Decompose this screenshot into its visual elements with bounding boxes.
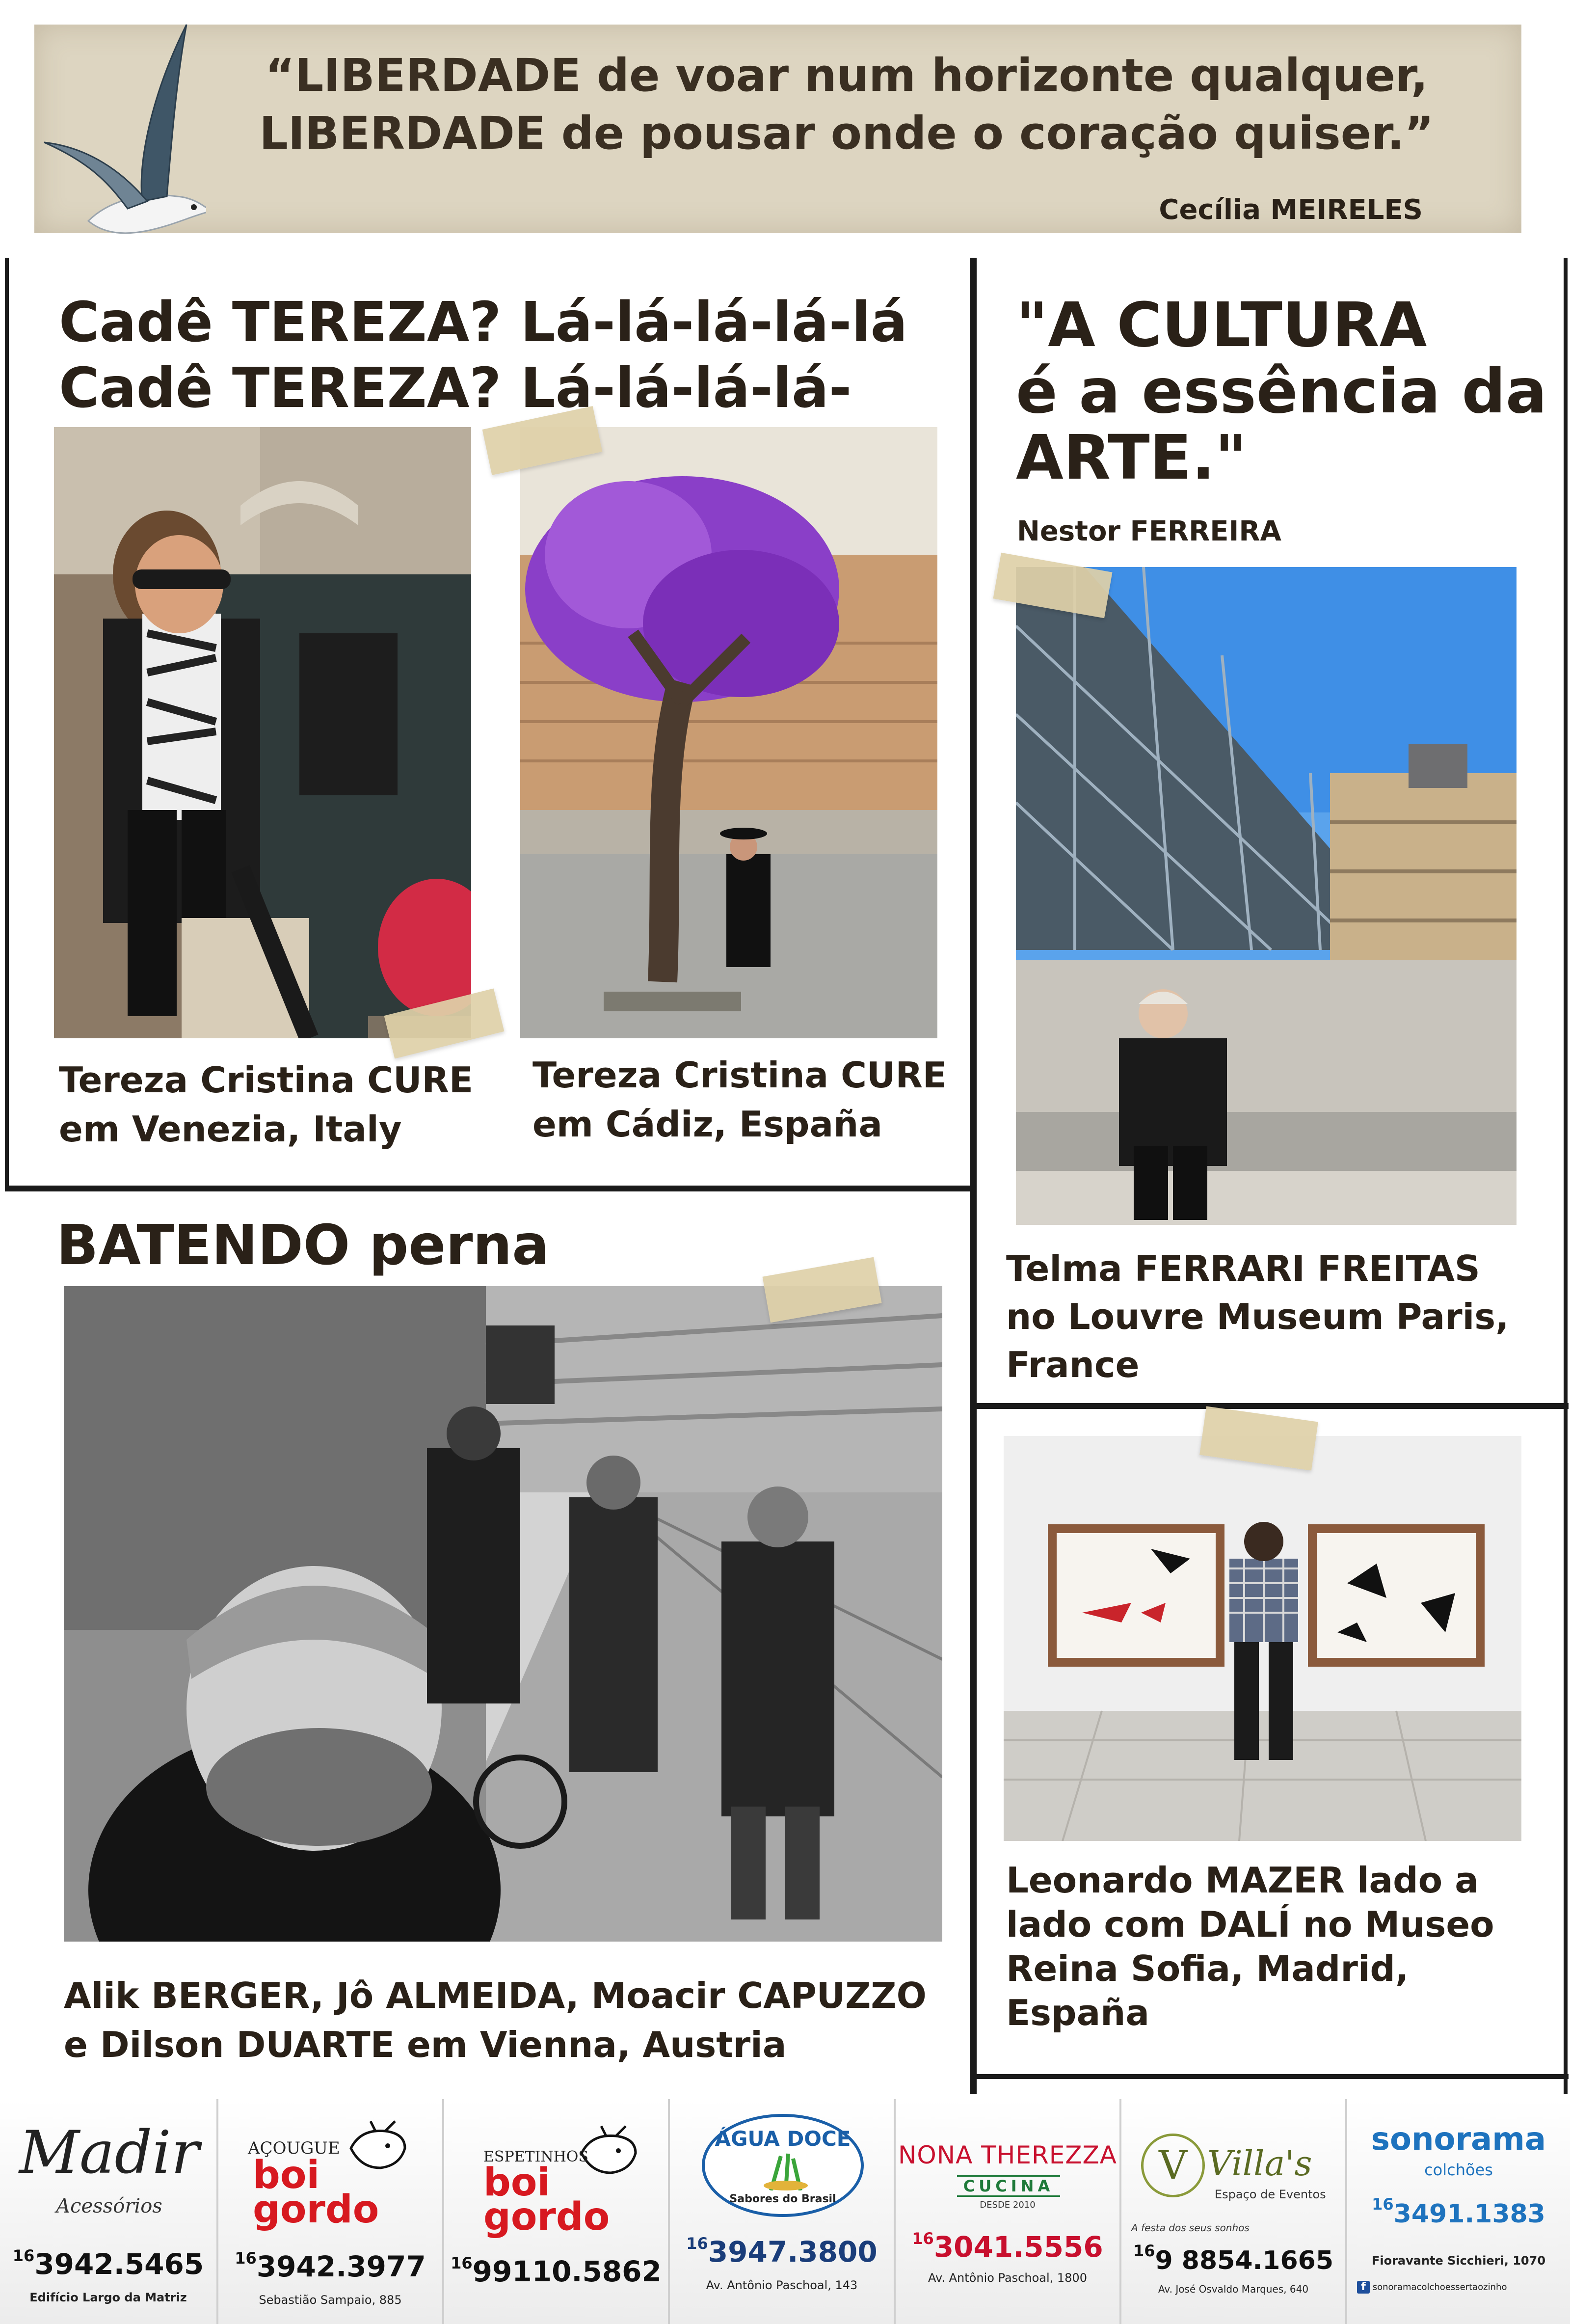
caption-reina-sofia-line2: lado com DALÍ no Museo: [1006, 1904, 1494, 1945]
ad-madir-address: Edifício Largo da Matriz: [29, 2291, 187, 2304]
photo-vienna: [64, 1286, 942, 1942]
ad-nona-area-code: 16: [912, 2229, 934, 2248]
divider-bottom: [970, 2074, 1569, 2079]
ad-villas-emblem: V: [1141, 2134, 1205, 2197]
ad-sonorama-brand: sonorama: [1371, 2121, 1546, 2158]
banner-quote-line1: “LIBERDADE de voar num horizonte qualquer,: [265, 49, 1428, 102]
ad-villas-phone: [1121, 2242, 1345, 2275]
ad-espetinhos-gordo: gordo: [483, 2195, 610, 2239]
ad-agua-doce-address: Av. Antônio Paschoal, 143: [706, 2278, 858, 2292]
cultura-quote-line3: ARTE.": [1016, 422, 1247, 493]
facebook-icon: f: [1357, 2281, 1370, 2294]
ad-nona-phone: [896, 2229, 1119, 2264]
tereza-title-line2: Cadê TEREZA? Lá-lá-lá-lá-: [59, 356, 852, 420]
ad-madir-subbrand: Acessórios: [56, 2195, 162, 2217]
caption-cadiz-line2: em Cádiz, España: [532, 1104, 882, 1145]
divider-vertical-main: [970, 258, 977, 2094]
ad-nona-phone-number: 3041.5556: [933, 2230, 1103, 2264]
ad-acougue-boi: boi: [253, 2153, 320, 2197]
ad-sonorama-phone: [1347, 2195, 1570, 2229]
ad-acougue-address: Sebastião Sampaio, 885: [259, 2293, 402, 2307]
photo-reina-sofia: [1004, 1436, 1521, 1841]
ad-espetinhos-label: ESPETINHOS: [483, 2148, 588, 2165]
banner-author: Cecília MEIRELES: [1159, 194, 1423, 226]
ad-nona-cucina: CUCINA: [957, 2175, 1060, 2197]
ad-agua-doce-tagline: Sabores do Brasil: [729, 2193, 836, 2205]
seagull-illustration: [29, 15, 206, 250]
ad-villas-address: Av. José Osvaldo Marques, 640: [1158, 2283, 1309, 2295]
caption-cadiz: [532, 1051, 964, 1149]
ad-agua-doce-area-code: 16: [686, 2234, 708, 2253]
ad-sonorama-address: Fioravante Sicchieri, 1070: [1371, 2254, 1546, 2268]
banner-quote-line2: LIBERDADE de pousar onde o coração quiser.”: [259, 107, 1434, 160]
ad-agua-doce[interactable]: [670, 2099, 896, 2324]
ad-madir-area-code: 16: [12, 2246, 35, 2265]
banner-quote: [240, 47, 1453, 162]
ad-madir-phone: [0, 2246, 216, 2281]
caption-vienna-line2: e Dilson DUARTE em Vienna, Austria: [64, 2024, 787, 2065]
ad-espetinhos-phone: [444, 2254, 668, 2288]
divider-horizontal-right: [970, 1403, 1569, 1409]
ad-sonorama-social-handle: sonoramacolchoessertaozinho: [1372, 2282, 1507, 2293]
cultura-quote-line2: é a essência da: [1016, 356, 1547, 427]
ad-madir-phone-number: 3942.5465: [34, 2247, 204, 2281]
ad-villas-brand: Villa's: [1207, 2143, 1312, 2184]
ad-acougue-label: AÇOUGUE: [248, 2138, 340, 2158]
ad-villas-area-code: 16: [1133, 2242, 1155, 2260]
ad-sonorama-phone-number: 3491.1383: [1393, 2199, 1545, 2229]
ad-agua-doce-logo: [702, 2114, 864, 2217]
sugarcane-icon: [761, 2151, 810, 2190]
ad-agua-doce-phone: [670, 2234, 894, 2269]
ad-espetinhos-boi-gordo[interactable]: [444, 2099, 670, 2324]
tereza-title-line1: Cadê TEREZA? Lá-lá-lá-lá-lá: [59, 291, 908, 354]
ad-agua-doce-phone-number: 3947.3800: [708, 2235, 878, 2269]
ad-villas-phone-number: 9 8854.1665: [1155, 2246, 1334, 2275]
cultura-author: Nestor FERREIRA: [1017, 515, 1281, 547]
ad-acougue-phone-number: 3942.3977: [256, 2250, 426, 2283]
ad-nona-therezza[interactable]: [896, 2099, 1121, 2324]
caption-reina-sofia-line3: Reina Sofia, Madrid,: [1006, 1948, 1409, 1989]
ad-madir[interactable]: [0, 2099, 218, 2324]
tape-strip: [993, 553, 1112, 618]
cultura-quote: [1016, 292, 1556, 491]
batendo-title: BATENDO perna: [56, 1214, 549, 1277]
cultura-quote-line1: "A CULTURA: [1016, 290, 1427, 361]
ad-agua-doce-brand: ÁGUA DOCE: [715, 2127, 851, 2151]
ad-espetinhos-phone-number: 99110.5862: [472, 2255, 662, 2288]
ad-acougue-phone: [218, 2249, 442, 2283]
photo-louvre: [1016, 567, 1517, 1225]
divider-right-edge: [1564, 258, 1568, 2094]
photo-venezia: [54, 427, 471, 1038]
ad-villas-subbrand: Espaço de Eventos: [1215, 2188, 1326, 2201]
caption-venezia-line2: em Venezia, Italy: [59, 1108, 402, 1150]
ad-acougue-gordo: gordo: [253, 2188, 379, 2232]
ad-acougue-area-code: 16: [235, 2249, 257, 2268]
caption-venezia: [59, 1055, 501, 1154]
ad-madir-brand: Madir: [19, 2119, 199, 2187]
ad-sonorama[interactable]: [1347, 2099, 1570, 2324]
ad-espetinhos-area-code: 16: [451, 2254, 473, 2272]
ad-sonorama-area-code: 16: [1372, 2195, 1394, 2214]
divider-horizontal-left: [5, 1186, 974, 1191]
ad-villas[interactable]: [1121, 2099, 1347, 2324]
caption-venezia-line1: Tereza Cristina CURE: [59, 1059, 474, 1101]
caption-louvre: [1006, 1244, 1556, 1389]
ad-acougue-boi-gordo[interactable]: [218, 2099, 444, 2324]
photo-cadiz: [520, 427, 937, 1038]
ad-nona-since: DESDE 2010: [980, 2200, 1036, 2210]
ad-nona-address: Av. Antônio Paschoal, 1800: [928, 2271, 1087, 2285]
caption-vienna-line1: Alik BERGER, Jô ALMEIDA, Moacir CAPUZZO: [64, 1975, 927, 2016]
caption-louvre-line2: no Louvre Museum Paris,: [1006, 1296, 1509, 1337]
ad-nona-brand: NONA THEREZZA: [898, 2141, 1118, 2169]
ad-villas-tagline: A festa dos seus sonhos: [1131, 2222, 1250, 2234]
bull-icon: [341, 2119, 410, 2173]
caption-louvre-line3: France: [1006, 1344, 1140, 1385]
caption-reina-sofia-line4: España: [1006, 1992, 1150, 2033]
caption-cadiz-line1: Tereza Cristina CURE: [532, 1054, 947, 1096]
caption-louvre-line1: Telma FERRARI FREITAS: [1006, 1248, 1480, 1289]
caption-vienna: [64, 1971, 967, 2069]
caption-reina-sofia-line1: Leonardo MAZER lado a: [1006, 1860, 1479, 1901]
ad-sonorama-subbrand: colchões: [1424, 2161, 1493, 2179]
ad-espetinhos-boi: boi: [483, 2161, 551, 2205]
caption-reina-sofia: [1006, 1858, 1556, 2035]
divider-left-edge: [5, 258, 9, 1188]
ad-sonorama-social[interactable]: [1357, 2281, 1565, 2294]
